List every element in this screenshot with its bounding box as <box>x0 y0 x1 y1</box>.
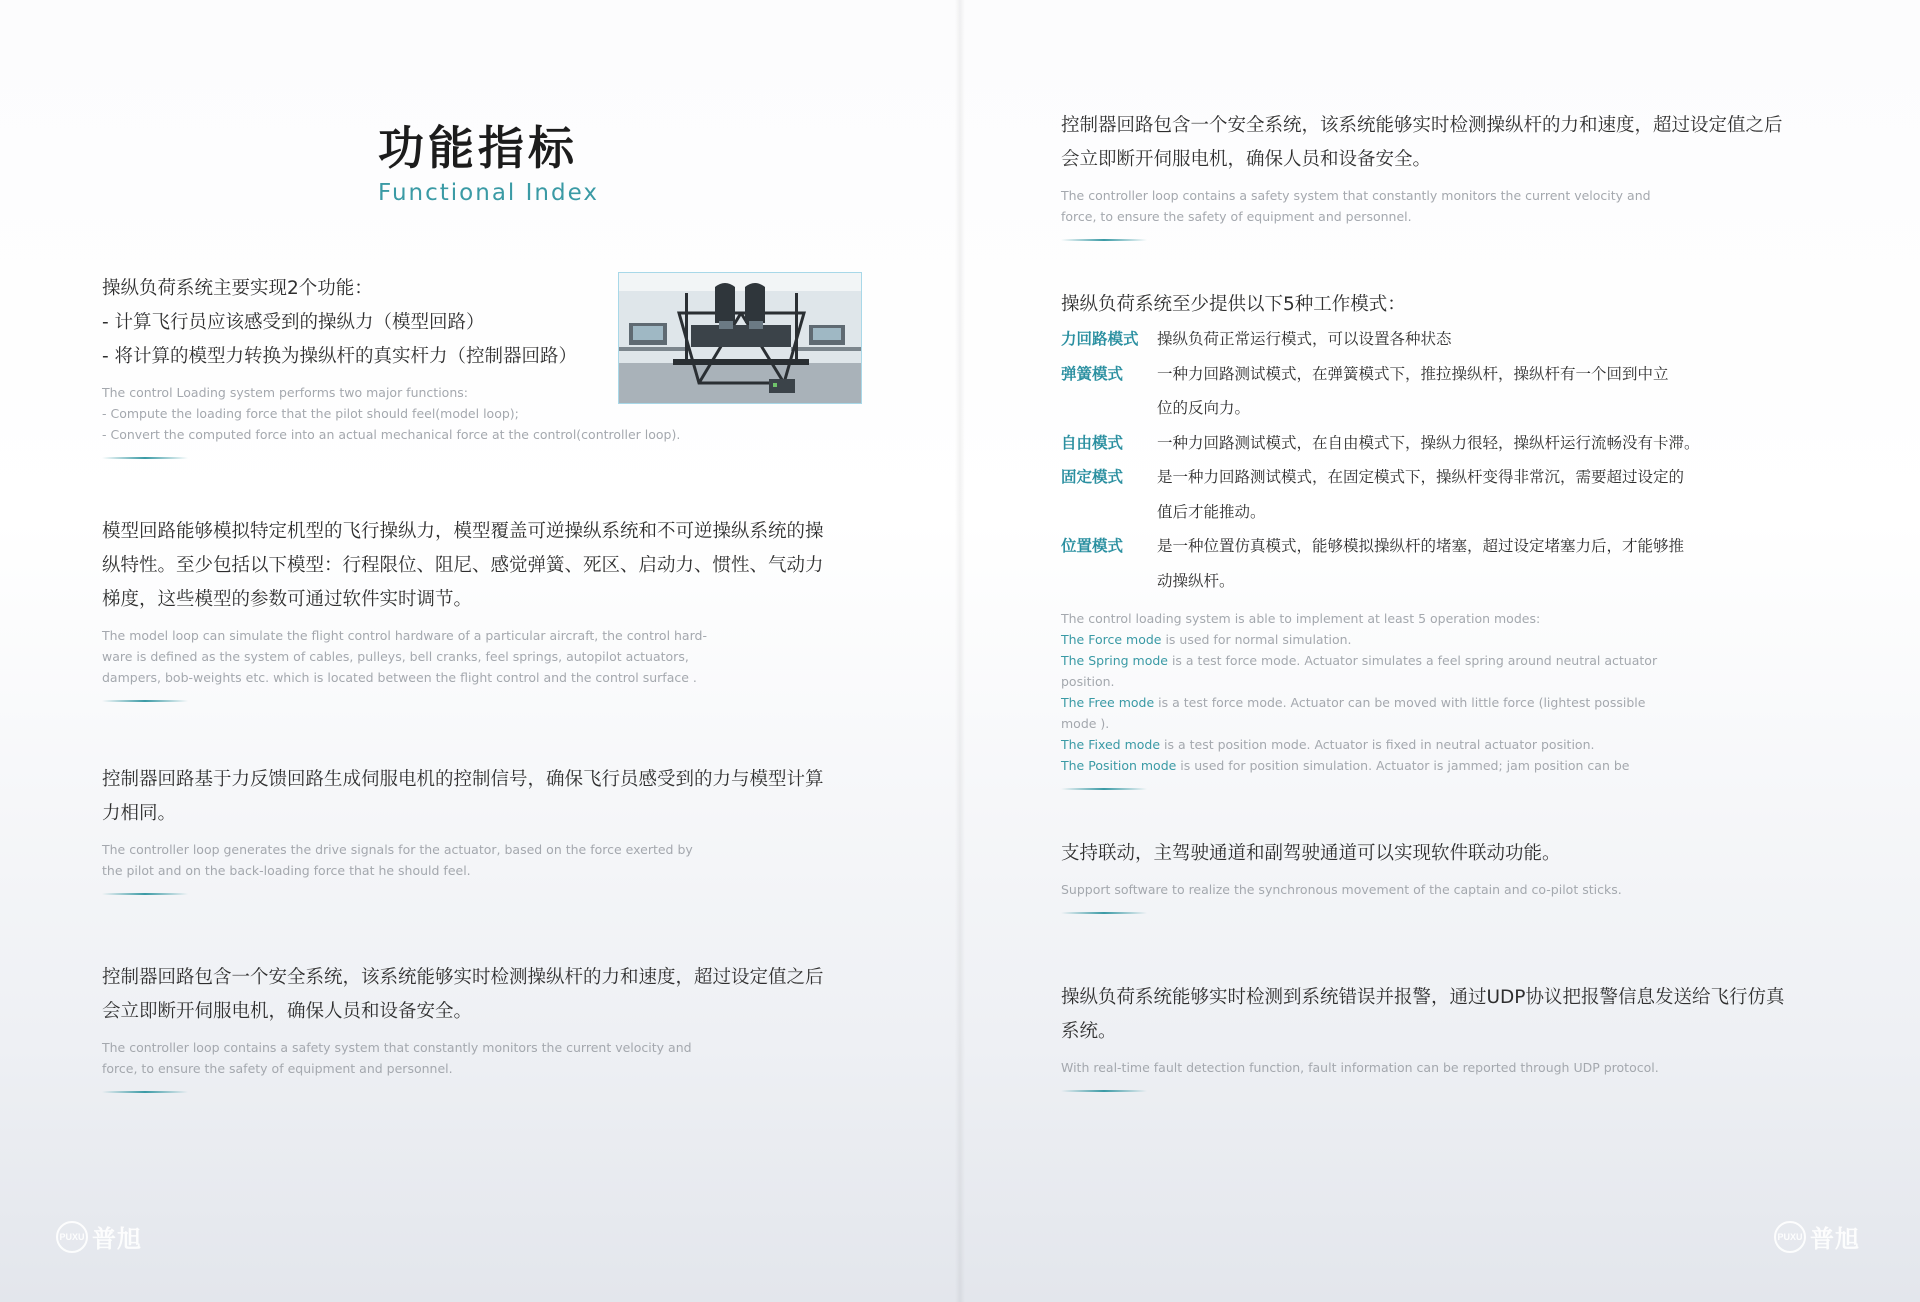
mode-name: 位置模式 <box>1061 537 1124 555</box>
mode-spring <box>1061 357 1801 426</box>
mode-en-text: is a test force mode. Actuator can be moved with little force (lightest possible <box>1154 695 1646 710</box>
logo-text: 普旭 <box>92 1225 142 1253</box>
logo-mark: PUXU <box>56 1221 88 1253</box>
controller-loop-en-line: The controller loop generates the drive signals for the actuator, based on the force exerted by <box>102 842 693 857</box>
simulator-photo <box>618 272 862 404</box>
mode-desc-line: 是一种力回路测试模式，在固定模式下，操纵杆变得非常沉，需要超过设定的 <box>1157 468 1685 486</box>
modes-en-line <box>1061 734 1801 755</box>
mode-en-text: is used for normal simulation. <box>1161 632 1352 647</box>
mode-desc-line: 值后才能推动。 <box>1157 502 1266 521</box>
mode-en-highlight: The Spring mode <box>1061 653 1168 668</box>
safety-section-right <box>1061 109 1783 241</box>
model-loop-en-line: The model loop can simulate the flight control hardware of a particular aircraft, the control hard- <box>102 628 707 643</box>
mode-en-text: position. <box>1061 674 1115 689</box>
divider <box>1061 1090 1147 1092</box>
intro-section <box>102 272 680 459</box>
modes-en-line <box>1061 713 1801 734</box>
intro-line: - 将计算的模型力转换为操纵杆的真实杆力（控制器回路） <box>102 346 578 367</box>
mode-en-text: is a test force mode. Actuator simulates a feel spring around neutral actuator <box>1167 653 1658 668</box>
divider <box>1061 239 1147 241</box>
divider <box>102 1091 188 1093</box>
controller-loop-line: 控制器回路基于力反馈回路生成伺服电机的控制信号，确保飞行员感受到的力与模型计算 <box>102 769 824 790</box>
mode-name: 力回路模式 <box>1061 330 1139 348</box>
brand-logo <box>56 1219 142 1254</box>
safety-section <box>102 961 824 1093</box>
intro-line: - 计算飞行员应该感受到的操纵力（模型回路） <box>102 312 485 333</box>
modes-en-line <box>1061 671 1801 692</box>
mode-force <box>1061 322 1801 357</box>
mode-name: 固定模式 <box>1061 468 1124 486</box>
modes-en-line <box>1061 629 1801 650</box>
divider <box>102 893 188 895</box>
linkage-section <box>1061 837 1622 914</box>
right-page <box>960 0 1920 1302</box>
mode-en-text: is a test position mode. Actuator is fixed in neutral actuator position. <box>1160 737 1595 752</box>
fault-section <box>1061 981 1784 1092</box>
intro-en-line: - Compute the loading force that the pilot should feel(model loop); <box>102 406 519 421</box>
mode-free <box>1061 426 1801 461</box>
fault-line: 系统。 <box>1061 1021 1117 1042</box>
modes-en-line <box>1061 650 1801 671</box>
linkage-en-line: Support software to realize the synchronous movement of the captain and co-pilot sticks. <box>1061 882 1622 897</box>
model-loop-section <box>102 515 824 702</box>
mode-name: 弹簧模式 <box>1061 364 1124 383</box>
brand-logo <box>1774 1219 1860 1254</box>
model-loop-en-line: ware is defined as the system of cables, pulleys, bell cranks, feel springs, autopilot actuators, <box>102 649 689 664</box>
page-title: 功能指标 <box>378 121 578 175</box>
mode-desc-line: 动操纵杆。 <box>1157 571 1235 590</box>
left-page <box>0 0 958 1302</box>
controller-loop-line: 力相同。 <box>102 803 177 824</box>
intro-en-line: The control Loading system performs two major functions: <box>102 385 468 400</box>
divider <box>1061 912 1147 914</box>
mode-fixed <box>1061 460 1801 529</box>
safety-line: 会立即断开伺服电机，确保人员和设备安全。 <box>1061 149 1432 170</box>
mode-desc-line: 操纵负荷正常运行模式，可以设置各种状态 <box>1157 330 1452 348</box>
mode-desc-line: 位的反向力。 <box>1157 399 1251 417</box>
linkage-line: 支持联动，主驾驶通道和副驾驶通道可以实现软件联动功能。 <box>1061 843 1561 864</box>
modes-en-line <box>1061 755 1801 776</box>
mode-en-highlight: The Force mode <box>1061 632 1162 647</box>
controller-loop-section <box>102 763 824 895</box>
mode-en-text: is used for position simulation. Actuator is jammed; jam position can be <box>1176 758 1630 773</box>
logo-mark: PUXU <box>1774 1221 1806 1253</box>
modes-en-intro: The control loading system is able to implement at least 5 operation modes: <box>1061 611 1541 626</box>
mode-position <box>1061 529 1801 598</box>
mode-en-highlight: The Position mode <box>1061 758 1177 773</box>
model-loop-line: 梯度，这些模型的参数可通过软件实时调节。 <box>102 589 473 610</box>
divider <box>102 700 188 702</box>
safety-line: 控制器回路包含一个安全系统，该系统能够实时检测操纵杆的力和速度，超过设定值之后 <box>102 967 824 988</box>
safety-line: 控制器回路包含一个安全系统，该系统能够实时检测操纵杆的力和速度，超过设定值之后 <box>1061 115 1783 136</box>
controller-loop-en-line: the pilot and on the back-loading force that he should feel. <box>102 863 471 878</box>
mode-desc-line: 是一种位置仿真模式，能够模拟操纵杆的堵塞，超过设定堵塞力后，才能够推 <box>1157 537 1685 555</box>
safety-en-line: The controller loop contains a safety system that constantly monitors the current velocity and <box>102 1040 692 1055</box>
intro-line: 操纵负荷系统主要实现2个功能： <box>102 278 373 299</box>
intro-en-line: - Convert the computed force into an actual mechanical force at the control(controller loop). <box>102 427 681 442</box>
divider <box>1061 788 1147 790</box>
logo-text: 普旭 <box>1810 1225 1860 1253</box>
divider <box>102 457 188 459</box>
model-loop-line: 模型回路能够模拟特定机型的飞行操纵力，模型覆盖可逆操纵系统和不可逆操纵系统的操 <box>102 521 824 542</box>
mode-desc-line: 一种力回路测试模式，在弹簧模式下，推拉操纵杆，操纵杆有一个回到中立 <box>1157 364 1669 383</box>
mode-en-highlight: The Free mode <box>1061 695 1155 710</box>
modes-en-line <box>1061 692 1801 713</box>
safety-en-line: The controller loop contains a safety system that constantly monitors the current velocity and <box>1061 188 1651 203</box>
safety-line: 会立即断开伺服电机，确保人员和设备安全。 <box>102 1001 473 1022</box>
safety-en-line: force, to ensure the safety of equipment and personnel. <box>1061 209 1412 224</box>
mode-en-text: mode ). <box>1061 716 1110 731</box>
model-loop-en-line: dampers, bob-weights etc. which is located between the flight control and the control surface . <box>102 670 697 685</box>
modes-section <box>1061 288 1801 790</box>
mode-desc-line: 一种力回路测试模式，在自由模式下，操纵力很轻，操纵杆运行流畅没有卡滞。 <box>1157 433 1700 452</box>
mode-en-highlight: The Fixed mode <box>1061 737 1161 752</box>
safety-en-line: force, to ensure the safety of equipment and personnel. <box>102 1061 453 1076</box>
fault-line: 操纵负荷系统能够实时检测到系统错误并报警，通过UDP协议把报警信息发送给飞行仿真 <box>1061 987 1785 1008</box>
page-subtitle: Functional Index <box>378 180 599 206</box>
model-loop-line: 纵特性。至少包括以下模型：行程限位、阻尼、感觉弹簧、死区、启动力、惯性、气动力 <box>102 555 824 576</box>
fault-en-line: With real-time fault detection function, fault information can be reported through UDP protocol. <box>1061 1060 1659 1075</box>
modes-heading: 操纵负荷系统至少提供以下5种工作模式： <box>1061 294 1406 315</box>
mode-name: 自由模式 <box>1061 433 1124 452</box>
